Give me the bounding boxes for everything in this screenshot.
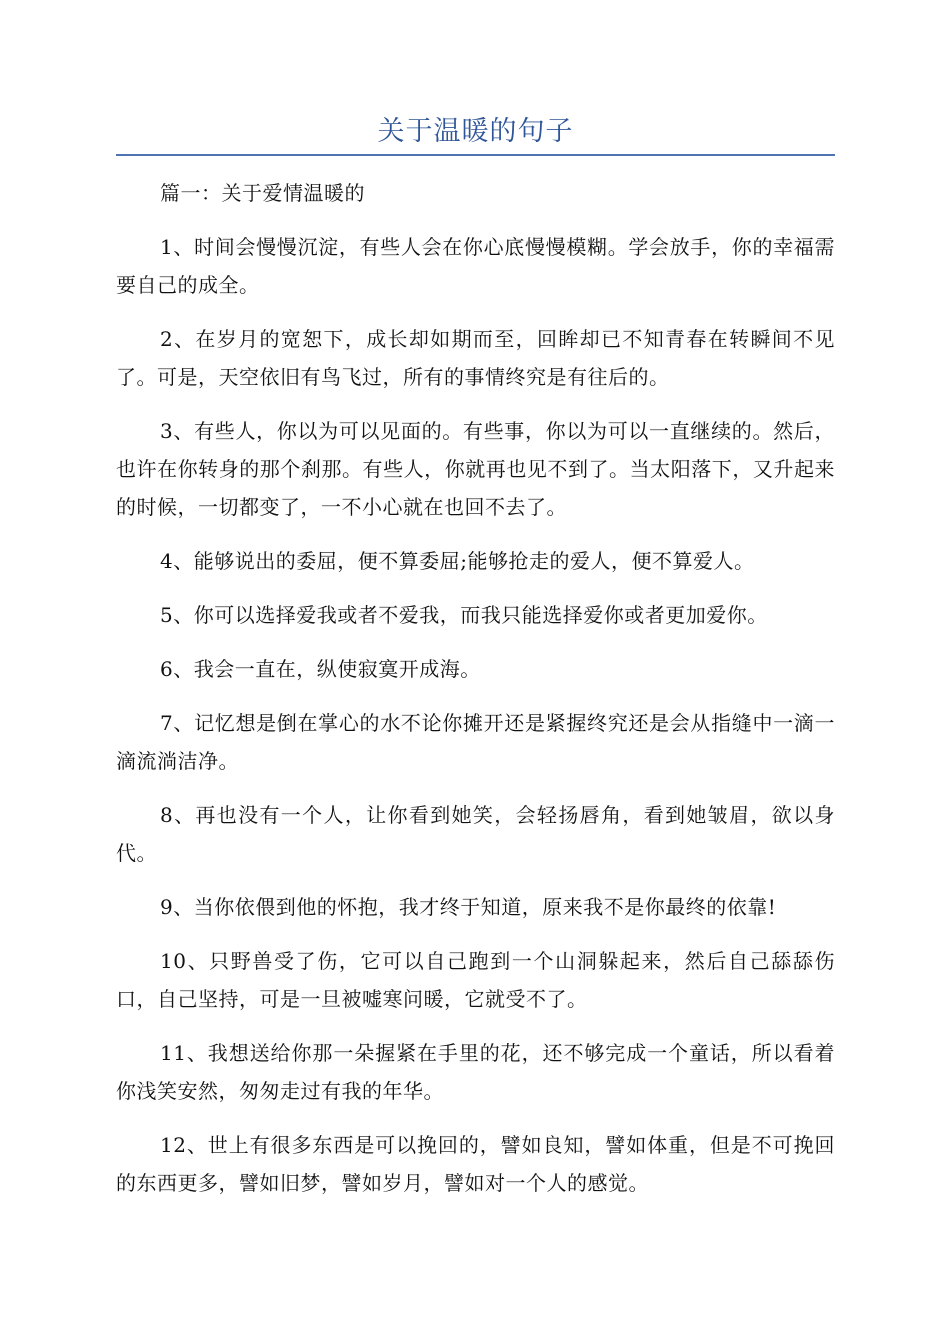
paragraph-10: 10、只野兽受了伤，它可以自己跑到一个山洞躲起来，然后自己舔舔伤口，自己坚持，可是一旦被嘘寒问暖，它就受不了。 (116, 949, 835, 1011)
paragraph-8: 8、再也没有一个人，让你看到她笑，会轻扬唇角，看到她皱眉，欲以身代。 (116, 803, 835, 865)
section-heading: 篇一：关于爱情温暖的 (160, 181, 365, 205)
paragraph-7: 7、记忆想是倒在掌心的水不论你摊开还是紧握终究还是会从指缝中一滴一滴流淌洁净。 (116, 711, 835, 773)
paragraph-2: 2、在岁月的宽恕下，成长却如期而至，回眸却已不知青春在转瞬间不见了。可是，天空依旧有鸟飞过，所有的事情终究是有往后的。 (116, 327, 835, 389)
paragraph-6: 6、我会一直在，纵使寂寞开成海。 (160, 657, 481, 681)
document-title: 关于温暖的句子 (377, 116, 574, 147)
paragraph-9: 9、当你依偎到他的怀抱，我才终于知道，原来我不是你最终的依靠! (160, 895, 777, 919)
paragraph-12: 12、世上有很多东西是可以挽回的，譬如良知，譬如体重，但是不可挽回的东西更多，譬如旧梦，譬如岁月，譬如对一个人的感觉。 (116, 1133, 835, 1195)
paragraph-4: 4、能够说出的委屈，便不算委屈;能够抢走的爱人，便不算爱人。 (160, 549, 755, 573)
paragraph-1: 1、时间会慢慢沉淀，有些人会在你心底慢慢模糊。学会放手，你的幸福需要自己的成全。 (116, 235, 835, 297)
paragraph-11: 11、我想送给你那一朵握紧在手里的花，还不够完成一个童话，所以看着你浅笑安然，匆匆走过有我的年华。 (116, 1041, 835, 1103)
paragraph-5: 5、你可以选择爱我或者不爱我，而我只能选择爱你或者更加爱你。 (160, 603, 768, 627)
paragraph-3: 3、有些人，你以为可以见面的。有些事，你以为可以一直继续的。然后，也许在你转身的那个刹那。有些人，你就再也见不到了。当太阳落下，又升起来的时候，一切都变了，一不小心就在也回不去了。 (116, 419, 835, 519)
document-body (116, 174, 835, 1218)
title-underline (116, 154, 835, 156)
